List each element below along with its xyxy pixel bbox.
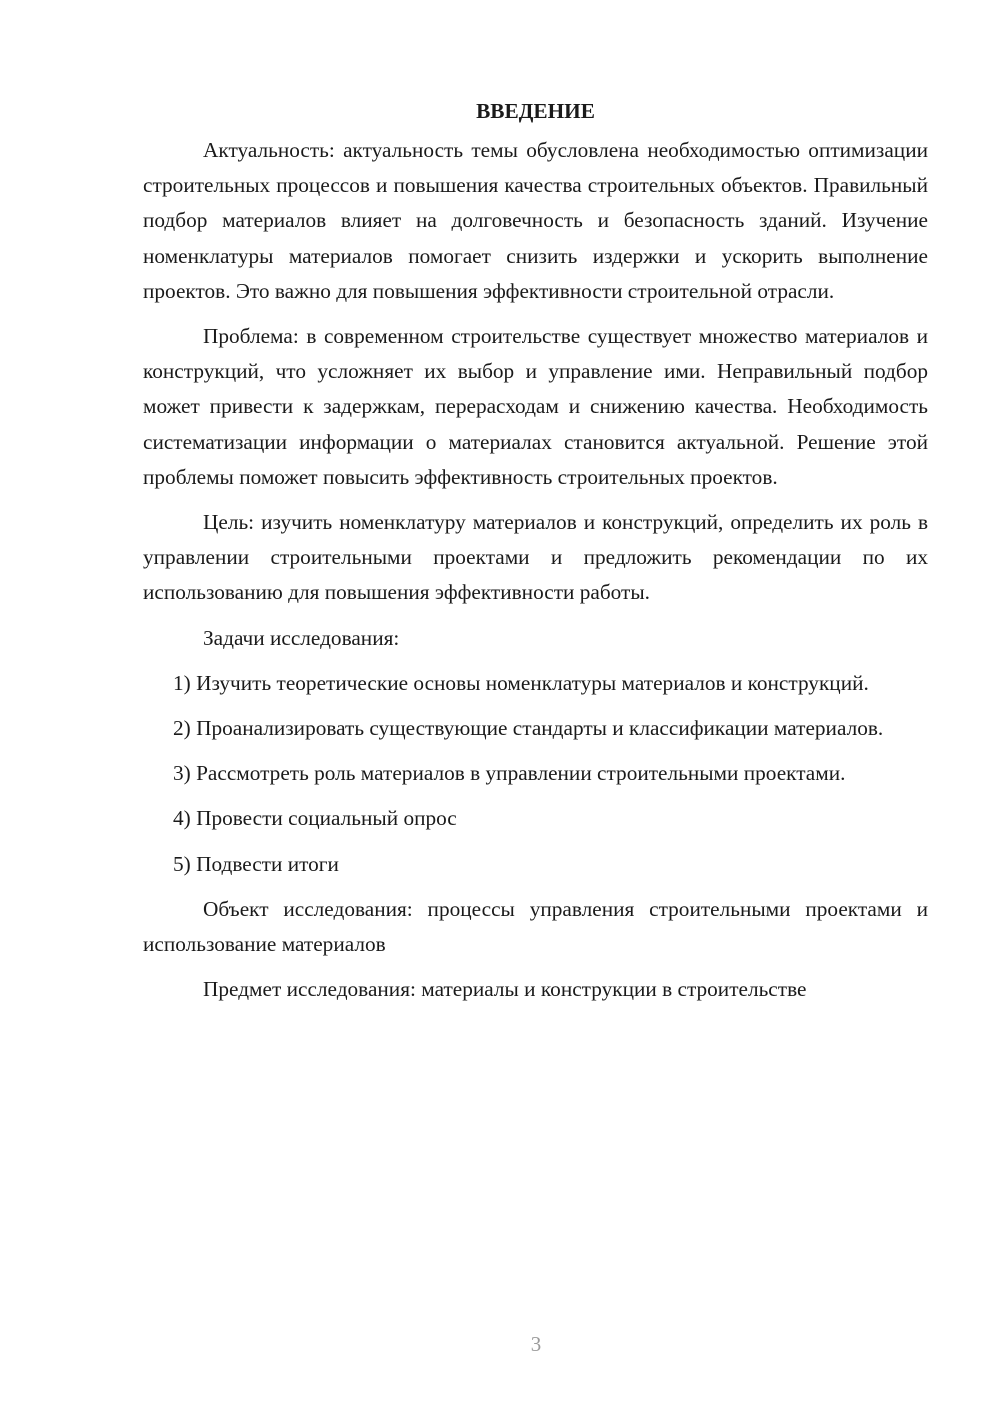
task-item-4: 4) Провести социальный опрос xyxy=(173,806,457,831)
paragraph-subject: Предмет исследования: материалы и конструкции в строительстве xyxy=(203,977,807,1002)
document-page xyxy=(143,95,928,1017)
page-number: 3 xyxy=(530,1332,542,1356)
task-item-2: 2) Проанализировать существующие стандарты и классификации материалов. xyxy=(173,716,884,741)
paragraph-goal: Цель: изучить номенклатуру материалов и конструкций, определить их роль в управлении строительными проектами и предложить рекомендации по их использованию для повышения эффективности работы. xyxy=(143,510,928,605)
task-item-1: 1) Изучить теоретические основы номенклатуры материалов и конструкций. xyxy=(173,670,869,695)
paragraph-tasks-heading: Задачи исследования: xyxy=(203,625,400,650)
paragraph-object: Объект исследования: процессы управления строительными проектами и использование материалов xyxy=(143,896,928,957)
task-item-3: 3) Рассмотреть роль материалов в управлении строительными проектами. xyxy=(173,761,846,786)
section-title: ВВЕДЕНИЕ xyxy=(476,99,595,123)
task-item-5: 5) Подвести итоги xyxy=(173,851,339,876)
paragraph-problem: Проблема: в современном строительстве существует множество материалов и конструкций, что усложняет их выбор и управление ими. Неправильный подбор может привести к задержкам, перерасходам и снижению качества. Необходимость систематизации информации о материалах становится актуальной. Решение этой проблемы поможет повысить эффективность строительных проектов. xyxy=(143,324,928,489)
paragraph-relevance: Актуальность: актуальность темы обусловлена необходимостью оптимизации строительных процессов и повышения качества строительных объектов. Правильный подбор материалов влияет на долговечность и безопасность зданий. Изучение номенклатуры материалов помогает снизить издержки и ускорить выполнение проектов. Это важно для повышения эффективности строительной отрасли. xyxy=(143,138,928,303)
